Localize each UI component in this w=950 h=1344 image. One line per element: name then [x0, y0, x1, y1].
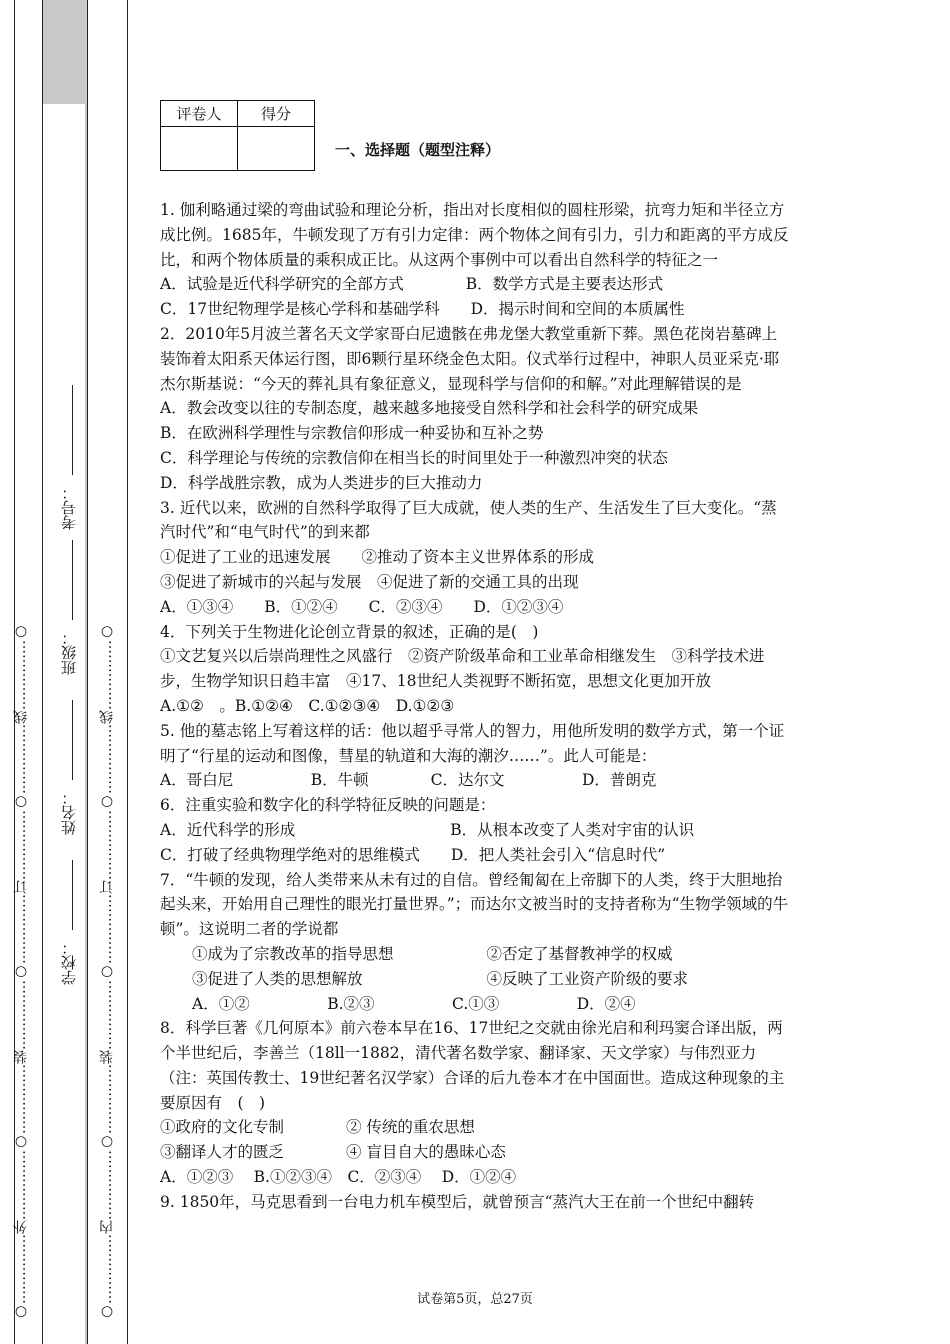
- name-field-label: 姓名：: [60, 790, 78, 835]
- score-header: 得分: [238, 101, 315, 127]
- margin-inner-border: [127, 0, 128, 1344]
- question-4-stem: 4．下列关于生物进化论创立背景的叙述，正确的是( ): [160, 622, 539, 641]
- question-6-option: A．近代科学的形成 B．从根本改变了人类对宇宙的认识: [160, 820, 695, 839]
- question-5-stem: 5. 他的墓志铭上写着这样的话：他以超乎寻常人的智力，用他所发明的数学方式，第一个证明了“行星的运动和图像，彗星的轨道和大海的潮汐……”。此人可能是：: [160, 721, 785, 765]
- inner-cut-line: ○……………内……………○……………装……………○……………订……………○……………线……………○: [99, 624, 115, 1320]
- outer-cut-line: ○……………外……………○……………装……………○……………订……………○……………线……………○: [13, 624, 29, 1320]
- question-4-option: A.①② 。B.①②④ C.①②③④ D.①②③: [160, 696, 455, 715]
- exam-number-field-label: 考号：: [60, 485, 78, 530]
- score-cell[interactable]: [238, 127, 315, 171]
- school-field-label: 学校：: [60, 940, 78, 985]
- question-9-stem: 9. 1850年，马克思看到一台电力机车模型后，就曾预言“蒸汽大王在前一个世纪中翻转: [160, 1192, 755, 1211]
- grader-header: 评卷人: [161, 101, 238, 127]
- question-6-stem: 6．注重实验和数字化的科学特征反映的问题是：: [160, 796, 496, 815]
- grader-cell[interactable]: [161, 127, 238, 171]
- class-field-label: 班级：: [60, 630, 78, 675]
- question-2-stem: 2．2010年5月波兰著名天文学家哥白尼遗骸在弗龙堡大教堂重新下葬。黑色花岗岩墓碑上装饰着太阳系天体运行图，即6颗行星环绕金色太阳。仪式举行过程中，神职人员亚采克·耶杰尔斯基说：“今天的葬礼具有象征意义，显现科学与信仰的和解。”对此理解错误的是: [160, 324, 780, 393]
- question-3-option: A．①③④ B．①②④ C．②③④ D．①②③④: [160, 597, 564, 616]
- name-field-line[interactable]: [72, 700, 73, 780]
- question-1-stem: 1. 伽利略通过梁的弯曲试验和理论分析，指出对长度相似的圆柱形梁，抗弯力矩和半径立方成比例。1685年，牛顿发现了万有引力定律：两个物体之间有引力，引力和距离的平方成反比，和两个物体质量的乘积成正比。从这两个事例中可以看出自然科学的特征之一: [160, 201, 789, 269]
- question-7-option: ③促进了人类的思想解放 ④反映了工业资产阶级的要求: [192, 969, 689, 988]
- question-5-option: A．哥白尼 B．牛顿 C．达尔文 D．普朗克: [160, 771, 657, 790]
- section-title: 一、选择题（题型注释）: [335, 141, 501, 159]
- question-2-option: C．科学理论与传统的宗教信仰在相当长的时间里处于一种激烈冲突的状态: [160, 448, 668, 467]
- question-7-stem: 7．“牛顿的发现，给人类带来从未有过的自信。曾经匍匐在上帝脚下的人类，终于大胆地抬起头来，开始用自己理性的眼光打量世界。”；而达尔文被当时的支持者称为“生物学领域的牛顿”。这说明二者的学说都: [160, 870, 789, 939]
- question-3-stem: 3. 近代以来，欧洲的自然科学取得了巨大成就，使人类的生产、生活发生了巨大变化。“蒸汽时代”和“电气时代”的到来都: [160, 498, 777, 542]
- score-table: [160, 100, 315, 171]
- question-6-option: C．打破了经典物理学绝对的思维模式 D．把人类社会引入“信息时代”: [160, 845, 666, 864]
- question-8-option: ①政府的文化专制 ② 传统的重农思想: [160, 1118, 475, 1137]
- question-7-option: A．①② B.②③ C.①③ D．②④: [192, 994, 636, 1013]
- class-field-line[interactable]: [72, 540, 73, 620]
- question-3-option: ③促进了新城市的兴起与发展 ④促进了新的交通工具的出现: [160, 572, 579, 591]
- question-1-option: A．试验是近代科学研究的全部方式 B．数学方式是主要表达形式: [160, 275, 664, 294]
- question-2-option: B．在欧洲科学理性与宗教信仰形成一种妥协和互补之势: [160, 424, 544, 443]
- question-8-stem: 8．科学巨著《几何原本》前六卷本早在16、17世纪之交就由徐光启和利玛窦合译出版，两个半世纪后，李善兰（18ll一1882，清代著名数学家、翻译家、天文学家）与伟烈亚力（注：英国传教士、19世纪著名汉学家）合译的后九卷本才在中国面世。造成这种现象的主要原因有 ( ): [160, 1019, 785, 1112]
- question-7-option: ①成为了宗教改革的指导思想 ②否定了基督教神学的权威: [192, 944, 673, 963]
- questions-area: [160, 198, 792, 1215]
- question-2-option: D．科学战胜宗教，成为人类进步的巨大推动力: [160, 473, 483, 492]
- question-3-option: ①促进了工业的迅速发展 ②推动了资本主义世界体系的形成: [160, 548, 595, 567]
- page-footer: 试卷第5页，总27页: [417, 1292, 533, 1307]
- question-4-option: ①文艺复兴以后崇尚理性之风盛行 ②资产阶级革命和工业革命相继发生 ③科学技术进步，生物学知识日趋丰富 ④17、18世纪人类视野不断拓宽，思想文化更加开放: [160, 647, 765, 691]
- binding-white-window: [43, 104, 85, 1344]
- school-field-line[interactable]: [72, 860, 73, 930]
- exam-number-field-line[interactable]: [72, 385, 73, 475]
- question-8-option: ③翻译人才的匮乏 ④ 盲目自大的愚昧心态: [160, 1143, 506, 1162]
- question-1-option: C．17世纪物理学是核心学科和基础学科 D．揭示时间和空间的本质属性: [160, 300, 685, 319]
- question-2-option: A．教会改变以往的专制态度，越来越多地接受自然科学和社会科学的研究成果: [160, 399, 699, 418]
- question-8-option: A．①②③ B.①②③④ C．②③④ D．①②④: [160, 1168, 517, 1187]
